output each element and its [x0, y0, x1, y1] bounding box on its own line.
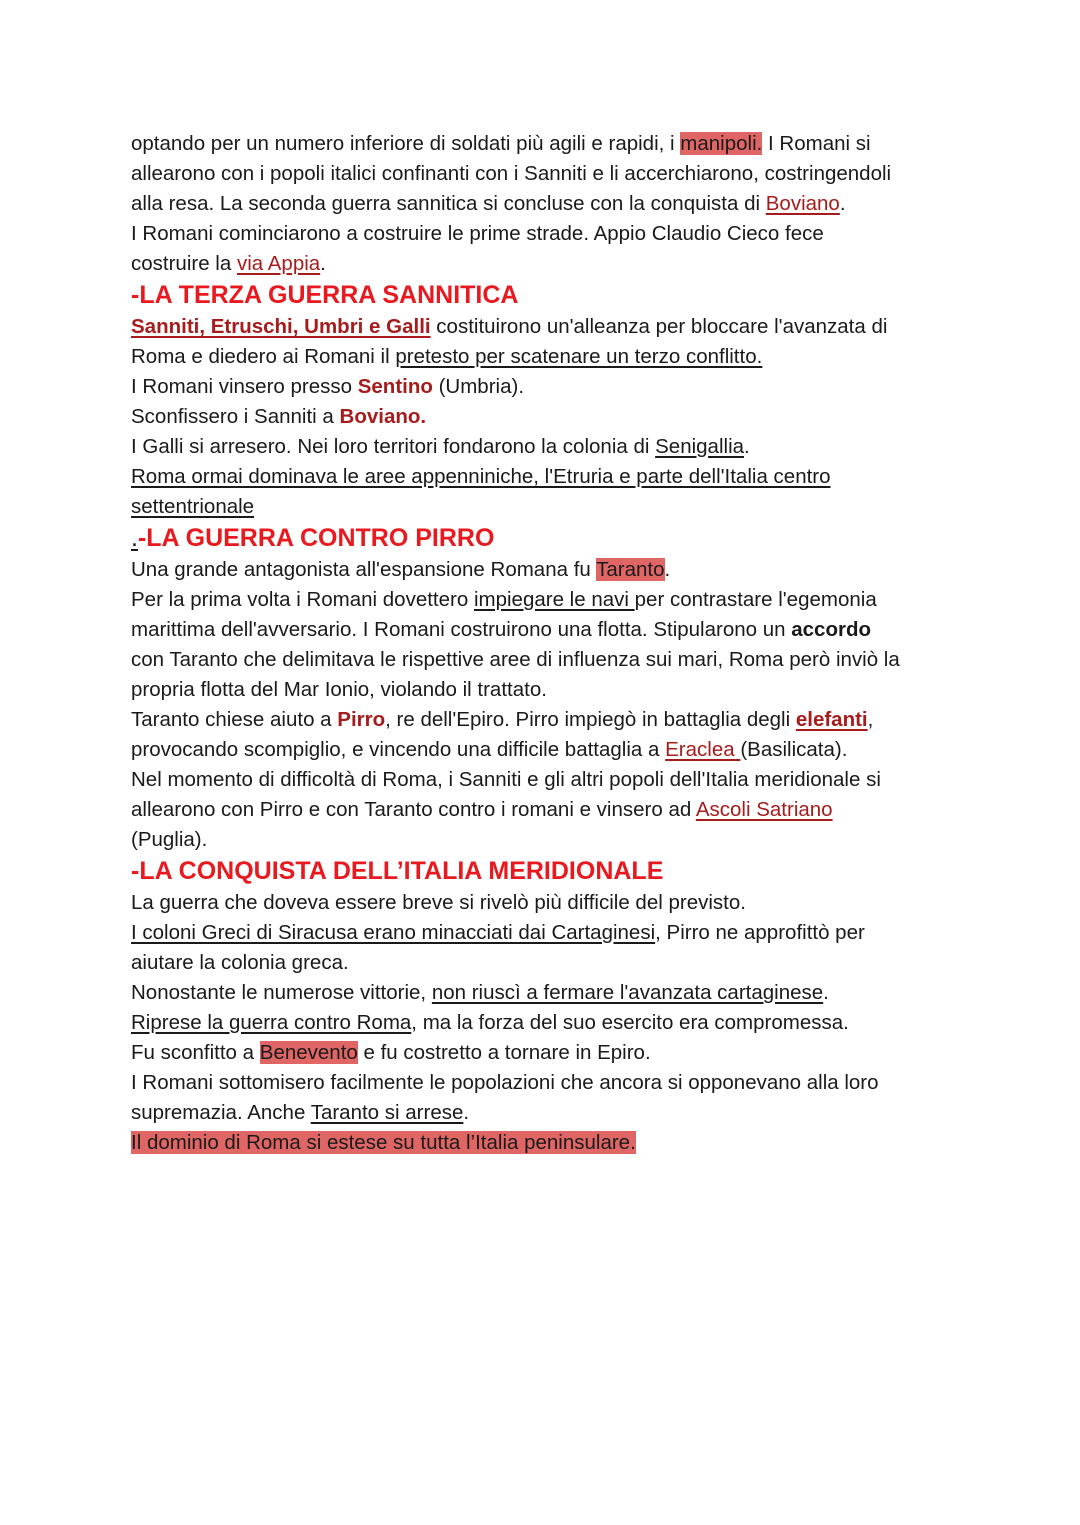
underlined-text: Senigallia [655, 435, 745, 458]
text-line: aiutare la colonia greca. [131, 951, 349, 974]
link-eraclea[interactable]: Eraclea [665, 738, 741, 761]
text-line [131, 1038, 961, 1068]
text-line: propria flotta del Mar Ionio, violando il trattato. [131, 678, 547, 701]
text-line [131, 918, 961, 948]
text-line: con Taranto che delimitava le rispettive aree di influenza sui mari, Roma però inviò la [131, 648, 900, 671]
text: Sconfissero i Sanniti a [131, 405, 340, 428]
emphasis-boviano: Boviano. [339, 405, 427, 428]
text: (Basilicata). [740, 738, 848, 761]
text-line [131, 1008, 961, 1038]
text-line: La guerra che doveva essere breve si rivelò più difficile del previsto. [131, 891, 746, 914]
text: , re dell'Epiro. Pirro impiegò in battaglia degli [385, 708, 796, 731]
paragraph-conquista [131, 888, 961, 1158]
text: costruire la [131, 252, 237, 275]
text: Una grande antagonista all'espansione Romana fu [131, 558, 597, 581]
text-line [131, 189, 961, 219]
underlined-text: Riprese la guerra contro Roma [131, 1011, 412, 1034]
text: Per la prima volta i Romani dovettero [131, 588, 474, 611]
text: marittima dell'avversario. I Romani costruirono una flotta. Stipularono un [131, 618, 792, 641]
text-line: settentrionale [131, 495, 255, 518]
text: I Galli si arresero. Nei loro territori fondarono la colonia di [131, 435, 656, 458]
text: . [839, 192, 846, 215]
heading-conquista-italia-meridionale: -LA CONQUISTA DELL’ITALIA MERIDIONALE [131, 857, 664, 885]
underlined-text: Taranto si arrese [310, 1101, 464, 1124]
text-line: allearono con i popoli italici confinanti con i Sanniti e li accerchiarono, costringendoli [131, 162, 892, 185]
heading-text: -LA GUERRA CONTRO PIRRO [137, 524, 495, 552]
link-ascoli-satriano[interactable]: Ascoli Satriano [695, 798, 833, 821]
text-line [131, 432, 961, 462]
text: , Pirro ne approfittò per [655, 921, 865, 944]
emphasis-alleanza: Sanniti, Etruschi, Umbri e Galli [131, 315, 431, 338]
text-line: I Romani sottomisero facilmente le popolazioni che ancora si opponevano alla loro [131, 1071, 879, 1094]
underlined-text: pretesto per scatenare un terzo conflitto. [395, 345, 763, 368]
text: per contrastare l'egemonia [634, 588, 877, 611]
text-line [131, 978, 961, 1008]
text: , [867, 708, 874, 731]
text: . [320, 252, 326, 275]
text-line [131, 1098, 961, 1128]
text-line [131, 249, 961, 279]
paragraph-terza-guerra [131, 312, 961, 522]
text-line [131, 735, 961, 765]
highlight-taranto: Taranto [596, 558, 665, 581]
paragraph-guerra-pirro [131, 555, 961, 855]
highlight-dominio-roma: Il dominio di Roma si estese su tutta l’Italia peninsulare. [131, 1131, 636, 1154]
heading-terza-guerra-sannitica: -LA TERZA GUERRA SANNITICA [131, 281, 519, 309]
text-line [131, 342, 961, 372]
text-line [131, 585, 961, 615]
text: Taranto chiese aiuto a [131, 708, 338, 731]
text: Nonostante le numerose vittorie, [131, 981, 432, 1004]
text-line [131, 705, 961, 735]
text-line [131, 615, 961, 645]
text: allearono con Pirro e con Taranto contro i romani e vinsero ad [131, 798, 696, 821]
highlight-benevento: Benevento [259, 1041, 358, 1064]
paragraph-seconda-guerra [131, 129, 961, 279]
text: provocando scompiglio, e vincendo una difficile battaglia a [131, 738, 666, 761]
highlight-manipoli: manipoli. [680, 132, 763, 155]
text-line: I Romani cominciarono a costruire le prime strade. Appio Claudio Cieco fece [131, 222, 824, 245]
text: . [823, 981, 829, 1004]
text: . [463, 1101, 470, 1124]
text: alla resa. La seconda guerra sannitica si concluse con la conquista di [131, 192, 766, 215]
text-line [131, 402, 961, 432]
text-line [131, 372, 961, 402]
emphasis-accordo: accordo [791, 618, 871, 641]
text: . [664, 558, 671, 581]
text: optando per un numero inferiore di soldati più agili e rapidi, i [131, 132, 681, 155]
text-line: Nel momento di difficoltà di Roma, i Sanniti e gli altri popoli dell'Italia meridionale si [131, 768, 881, 791]
text: supremazia. Anche [131, 1101, 311, 1124]
text-line [131, 1128, 961, 1158]
text: e fu costretto a tornare in Epiro. [357, 1041, 651, 1064]
text: Fu sconfitto a [131, 1041, 260, 1064]
text-line [131, 129, 961, 159]
text: I Romani si [762, 132, 871, 155]
emphasis-pirro: Pirro [337, 708, 386, 731]
emphasis-sentino: Sentino [357, 375, 433, 398]
text-line: Roma ormai dominava le aree appenniniche, l'Etruria e parte dell'Italia centro [131, 465, 831, 488]
text-line [131, 795, 961, 825]
underlined-text: I coloni Greci di Siracusa erano minacciati dai Cartaginesi [131, 921, 656, 944]
text: (Umbria). [432, 375, 525, 398]
link-boviano[interactable]: Boviano [765, 192, 840, 215]
document-page [131, 129, 961, 1158]
link-via-appia[interactable]: via Appia [236, 252, 321, 275]
emphasis-elefanti: elefanti [795, 708, 868, 731]
heading-dot: . [131, 524, 138, 552]
heading-guerra-contro-pirro [131, 522, 961, 555]
text-line [131, 555, 961, 585]
text: , ma la forza del suo esercito era compromessa. [411, 1011, 849, 1034]
underlined-text: impiegare le navi [473, 588, 635, 611]
text-line [131, 312, 961, 342]
text: costituirono un'alleanza per bloccare l'avanzata di [430, 315, 888, 338]
text: . [744, 435, 750, 458]
underlined-text: non riuscì a fermare l'avanzata cartaginese [431, 981, 824, 1004]
text: Roma e diedero ai Romani il [131, 345, 396, 368]
text: I Romani vinsero presso [131, 375, 358, 398]
text-line: (Puglia). [131, 828, 208, 851]
